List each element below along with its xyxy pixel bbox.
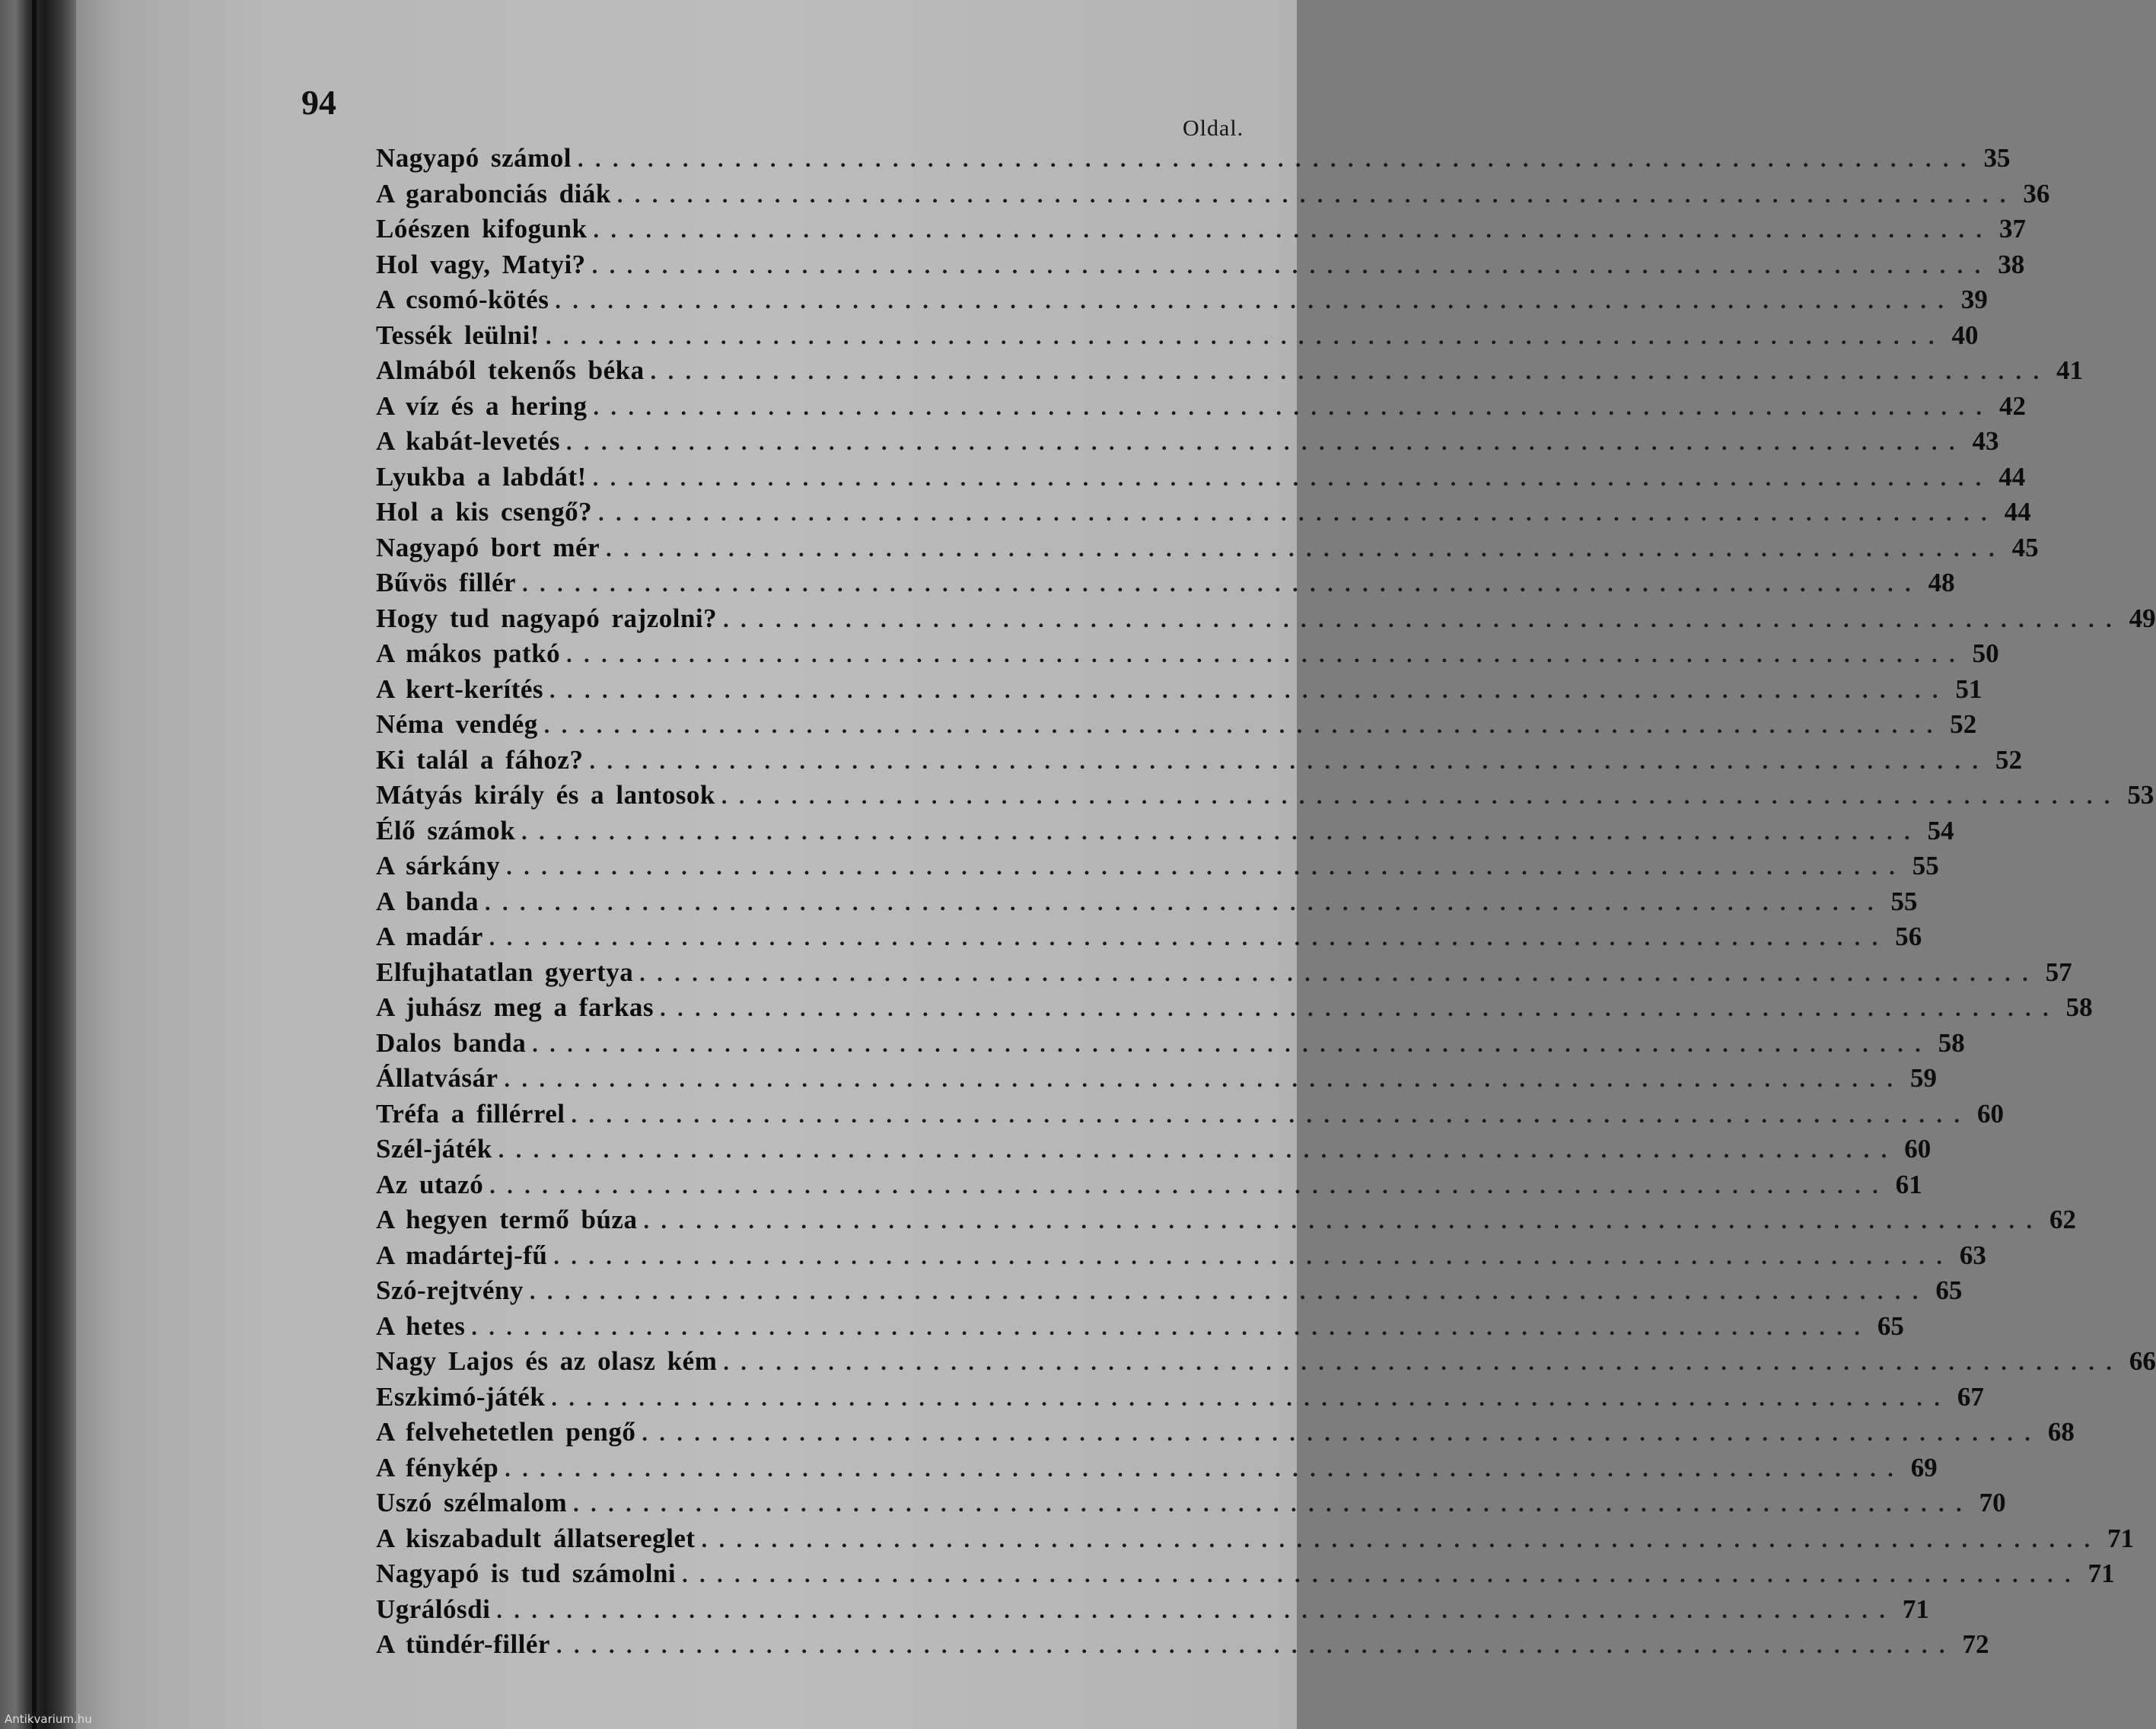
dot-leader: . . . . . . . . . . . . . . . . . . . . . . . . . . . . . . . . . . . . . . . . . . . . . . . . . . . . . . . . . . . . . . . . . . . . . . . . . . . . . . . . [471, 1314, 1863, 1340]
toc-entry [376, 1026, 1965, 1062]
toc-entry [376, 707, 1977, 743]
toc-entry-page: 71 [1902, 1594, 1929, 1624]
dot-leader: . . . . . . . . . . . . . . . . . . . . . . . . . . . . . . . . . . . . . . . . . . . . . . . . . . . . . . . . . . . . . . . . . . . . . . . . . . . . . . . . [578, 147, 1970, 172]
toc-entry-title: A hegyen termő búza [376, 1205, 638, 1234]
toc-entry-page: 52 [1995, 744, 2022, 775]
toc-entry [376, 778, 2154, 814]
dot-leader: . . . . . . . . . . . . . . . . . . . . . . . . . . . . . . . . . . . . . . . . . . . . . . . . . . . . . . . . . . . . . . . . . . . . . . . . . . . . . . . . [532, 1031, 1924, 1057]
toc-entry [376, 565, 1955, 601]
toc-entry [376, 1450, 1938, 1486]
toc-entry-title: A sárkány [376, 851, 501, 880]
toc-entry-title: Állatvásár [376, 1063, 498, 1093]
toc-entry [376, 743, 2022, 779]
dot-leader: . . . . . . . . . . . . . . . . . . . . . . . . . . . . . . . . . . . . . . . . . . . . . . . . . . . . . . . . . . . . . . . . . . . . . . . . . . . . . . . . [489, 925, 1881, 950]
dot-leader: . . . . . . . . . . . . . . . . . . . . . . . . . . . . . . . . . . . . . . . . . . . . . . . . . . . . . . . . . . . . . . . . . . . . . . . . . . . . . . . . [496, 1597, 1888, 1623]
toc-entry [376, 1238, 1986, 1274]
toc-entry-page: 58 [2065, 992, 2093, 1022]
dot-leader: . . . . . . . . . . . . . . . . . . . . . . . . . . . . . . . . . . . . . . . . . . . . . . . . . . . . . . . . . . . . . . . . . . . . . . . . . . . . . . . . [650, 359, 2043, 384]
toc-entry-title: A kert-kerítés [376, 673, 544, 704]
toc-entry-page: 36 [2023, 178, 2050, 209]
toc-entry-page: 70 [1979, 1488, 2006, 1517]
toc-entry [376, 1309, 1904, 1345]
toc-entry-title: Az utazó [376, 1169, 484, 1199]
toc-entry-title: Nagy Lajos és az olasz kém [376, 1346, 718, 1376]
toc-entry [376, 530, 2039, 566]
toc-entry [376, 1132, 1931, 1167]
dot-leader: . . . . . . . . . . . . . . . . . . . . . . . . . . . . . . . . . . . . . . . . . . . . . . . . . . . . . . . . . . . . . . . . . . . . . . . . . . . . . . . . [545, 323, 1938, 349]
dot-leader: . . . . . . . . . . . . . . . . . . . . . . . . . . . . . . . . . . . . . . . . . . . . . . . . . . . . . . . . . . . . . . . . . . . . . . . . . . . . . . . . [565, 430, 1958, 455]
toc-entry-title: Néma vendég [376, 709, 538, 739]
dot-leader: . . . . . . . . . . . . . . . . . . . . . . . . . . . . . . . . . . . . . . . . . . . . . . . . . . . . . . . . . . . . . . . . . . . . . . . . . . . . . . . . [591, 253, 1984, 279]
dot-leader: . . . . . . . . . . . . . . . . . . . . . . . . . . . . . . . . . . . . . . . . . . . . . . . . . . . . . . . . . . . . . . . . . . . . . . . . . . . . . . . . [555, 288, 1947, 314]
toc-entry-title: Szó-rejtvény [376, 1275, 524, 1305]
toc-entry-title: Ki talál a fához? [376, 744, 584, 775]
toc-entry-page: 67 [1957, 1381, 1984, 1412]
toc-entry-title: A kiszabadult állatsereglet [376, 1523, 696, 1553]
dot-leader: . . . . . . . . . . . . . . . . . . . . . . . . . . . . . . . . . . . . . . . . . . . . . . . . . . . . . . . . . . . . . . . . . . . . . . . . . . . . . . . . [606, 536, 1998, 562]
toc-entry-page: 58 [1938, 1027, 1965, 1058]
toc-entry-page: 71 [2107, 1523, 2135, 1553]
dot-leader: . . . . . . . . . . . . . . . . . . . . . . . . . . . . . . . . . . . . . . . . . . . . . . . . . . . . . . . . . . . . . . . . . . . . . . . . . . . . . . . . [506, 855, 1898, 880]
toc-entry-title: Almából tekenős béka [376, 355, 645, 385]
toc-entry-page: 71 [2088, 1559, 2115, 1588]
toc-entry [376, 672, 1982, 708]
toc-entry-page: 37 [1999, 214, 2027, 244]
toc-entry-title: Lyukba a labdát! [376, 461, 587, 492]
toc-entry [376, 1344, 2156, 1380]
toc-entry-title: Hol vagy, Matyi? [376, 249, 586, 279]
page-number: 94 [301, 83, 336, 122]
toc-entry-page: 61 [1895, 1169, 1922, 1199]
toc-entry-title: A csomó-kötés [376, 285, 549, 314]
toc-entry-page: 55 [1890, 886, 1918, 916]
toc-entry-page: 56 [1895, 922, 1922, 951]
toc-entry [376, 389, 2026, 425]
toc-entry [376, 424, 1999, 460]
toc-entry [376, 212, 2027, 247]
dot-leader: . . . . . . . . . . . . . . . . . . . . . . . . . . . . . . . . . . . . . . . . . . . . . . . . . . . . . . . . . . . . . . . . . . . . . . . . . . . . . . . . [485, 890, 1877, 915]
toc-entry [376, 1485, 2006, 1521]
toc-entry-page: 69 [1910, 1452, 1938, 1482]
toc-entry [376, 955, 2072, 991]
dot-leader: . . . . . . . . . . . . . . . . . . . . . . . . . . . . . . . . . . . . . . . . . . . . . . . . . . . . . . . . . . . . . . . . . . . . . . . . . . . . . . . . [616, 182, 2009, 208]
dot-leader: . . . . . . . . . . . . . . . . . . . . . . . . . . . . . . . . . . . . . . . . . . . . . . . . . . . . . . . . . . . . . . . . . . . . . . . . . . . . . . . . [598, 501, 1990, 526]
toc-entry [376, 1592, 1929, 1628]
toc-entry-title: A fénykép [376, 1452, 499, 1482]
dot-leader: . . . . . . . . . . . . . . . . . . . . . . . . . . . . . . . . . . . . . . . . . . . . . . . . . . . . . . . . . . . . . . . . . . . . . . . . . . . . . . . . [498, 1138, 1890, 1163]
toc-entry-title: Hogy tud nagyapó rajzolni? [376, 603, 718, 633]
toc-entry [376, 1556, 2115, 1592]
toc-entry [376, 849, 1939, 884]
dot-leader: . . . . . . . . . . . . . . . . . . . . . . . . . . . . . . . . . . . . . . . . . . . . . . . . . . . . . . . . . . . . . . . . . . . . . . . . . . . . . . . . [571, 1102, 1963, 1128]
toc-entry-page: 54 [1927, 815, 1954, 845]
toc-entry-page: 44 [2004, 497, 2031, 527]
toc-entry [376, 282, 1988, 318]
toc-entry-page: 49 [2129, 603, 2156, 633]
toc-entry-title: A madár [376, 922, 483, 951]
toc-entry-page: 52 [1950, 709, 1977, 739]
toc-entry [376, 247, 2025, 283]
toc-entry [376, 1627, 1989, 1663]
dot-leader: . . . . . . . . . . . . . . . . . . . . . . . . . . . . . . . . . . . . . . . . . . . . . . . . . . . . . . . . . . . . . . . . . . . . . . . . . . . . . . . . [589, 748, 1981, 774]
dot-leader: . . . . . . . . . . . . . . . . . . . . . . . . . . . . . . . . . . . . . . . . . . . . . . . . . . . . . . . . . . . . . . . . . . . . . . . . . . . . . . . . [660, 996, 2052, 1021]
book-spine [0, 0, 84, 1729]
toc-entry-page: 40 [1951, 320, 1979, 350]
toc-entry-title: A mákos patkó [376, 638, 561, 668]
table-of-contents [376, 141, 2156, 1663]
toc-entry-title: Elfujhatatlan gyertya [376, 957, 634, 987]
toc-entry-page: 57 [2045, 957, 2072, 987]
toc-entry [376, 1521, 2135, 1557]
dot-leader: . . . . . . . . . . . . . . . . . . . . . . . . . . . . . . . . . . . . . . . . . . . . . . . . . . . . . . . . . . . . . . . . . . . . . . . . . . . . . . . . [566, 642, 1958, 667]
dot-leader: . . . . . . . . . . . . . . . . . . . . . . . . . . . . . . . . . . . . . . . . . . . . . . . . . . . . . . . . . . . . . . . . . . . . . . . . . . . . . . . . [543, 713, 1936, 738]
toc-entry [376, 1380, 1984, 1415]
toc-entry [376, 884, 1918, 920]
toc-entry [376, 318, 1979, 354]
dot-leader: . . . . . . . . . . . . . . . . . . . . . . . . . . . . . . . . . . . . . . . . . . . . . . . . . . . . . . . . . . . . . . . . . . . . . . . . . . . . . . . . [529, 1279, 1922, 1304]
dot-leader: . . . . . . . . . . . . . . . . . . . . . . . . . . . . . . . . . . . . . . . . . . . . . . . . . . . . . . . . . . . . . . . . . . . . . . . . . . . . . . . . [505, 1456, 1896, 1482]
toc-entry [376, 1273, 1963, 1309]
dot-leader: . . . . . . . . . . . . . . . . . . . . . . . . . . . . . . . . . . . . . . . . . . . . . . . . . . . . . . . . . . . . . . . . . . . . . . . . . . . . . . . . [556, 1633, 1948, 1658]
dot-leader: . . . . . . . . . . . . . . . . . . . . . . . . . . . . . . . . . . . . . . . . . . . . . . . . . . . . . . . . . . . . . . . . . . . . . . . . . . . . . . . . [643, 1208, 2035, 1234]
toc-entry-title: A víz és a hering [376, 390, 588, 421]
binding-edge [32, 0, 37, 1729]
dot-leader: . . . . . . . . . . . . . . . . . . . . . . . . . . . . . . . . . . . . . . . . . . . . . . . . . . . . . . . . . . . . . . . . . . . . . . . . . . . . . . . . [592, 465, 1985, 491]
toc-entry-title: Nagyapó számol [376, 143, 572, 173]
dot-leader: . . . . . . . . . . . . . . . . . . . . . . . . . . . . . . . . . . . . . . . . . . . . . . . . . . . . . . . . . . . . . . . . . . . . . . . . . . . . . . . . [721, 784, 2113, 809]
dot-leader: . . . . . . . . . . . . . . . . . . . . . . . . . . . . . . . . . . . . . . . . . . . . . . . . . . . . . . . . . . . . . . . . . . . . . . . . . . . . . . . . [553, 1243, 1945, 1269]
toc-entry-page: 48 [1928, 568, 1955, 597]
toc-entry-page: 50 [1972, 638, 1999, 668]
toc-entry-page: 55 [1912, 851, 1939, 880]
toc-entry [376, 460, 2026, 495]
toc-entry-title: A kabát-levetés [376, 426, 560, 456]
toc-entry-page: 42 [1998, 390, 2026, 421]
toc-entry-page: 45 [2011, 532, 2039, 562]
toc-entry-title: Tréfa a fillérrel [376, 1098, 565, 1129]
toc-entry-title: A banda [376, 886, 479, 916]
toc-entry-page: 60 [1977, 1098, 2005, 1129]
dot-leader: . . . . . . . . . . . . . . . . . . . . . . . . . . . . . . . . . . . . . . . . . . . . . . . . . . . . . . . . . . . . . . . . . . . . . . . . . . . . . . . . [504, 1067, 1896, 1092]
toc-entry [376, 177, 2050, 212]
toc-entry [376, 1167, 1922, 1203]
toc-entry-page: 59 [1910, 1063, 1938, 1093]
toc-entry-page: 65 [1877, 1310, 1904, 1341]
toc-entry-title: Ugrálósdi [376, 1594, 491, 1624]
toc-entry-title: A madártej-fű [376, 1240, 548, 1270]
toc-entry [376, 1415, 2075, 1450]
dot-leader: . . . . . . . . . . . . . . . . . . . . . . . . . . . . . . . . . . . . . . . . . . . . . . . . . . . . . . . . . . . . . . . . . . . . . . . . . . . . . . . . [723, 1350, 2115, 1375]
toc-entry-page: 43 [1972, 426, 1999, 456]
dot-leader: . . . . . . . . . . . . . . . . . . . . . . . . . . . . . . . . . . . . . . . . . . . . . . . . . . . . . . . . . . . . . . . . . . . . . . . . . . . . . . . . [489, 1173, 1881, 1199]
toc-entry [376, 814, 1954, 849]
dot-leader: . . . . . . . . . . . . . . . . . . . . . . . . . . . . . . . . . . . . . . . . . . . . . . . . . . . . . . . . . . . . . . . . . . . . . . . . . . . . . . . . [593, 394, 1985, 420]
toc-entry-title: Szél-játék [376, 1134, 492, 1164]
dot-leader: . . . . . . . . . . . . . . . . . . . . . . . . . . . . . . . . . . . . . . . . . . . . . . . . . . . . . . . . . . . . . . . . . . . . . . . . . . . . . . . . [521, 819, 1913, 845]
toc-entry-page: 66 [2129, 1346, 2156, 1376]
dot-leader: . . . . . . . . . . . . . . . . . . . . . . . . . . . . . . . . . . . . . . . . . . . . . . . . . . . . . . . . . . . . . . . . . . . . . . . . . . . . . . . . [522, 572, 1914, 597]
toc-entry-title: Uszó szélmalom [376, 1488, 568, 1517]
toc-entry-page: 68 [2047, 1417, 2075, 1447]
dot-leader: . . . . . . . . . . . . . . . . . . . . . . . . . . . . . . . . . . . . . . . . . . . . . . . . . . . . . . . . . . . . . . . . . . . . . . . . . . . . . . . . [723, 607, 2115, 632]
toc-entry-title: Dalos banda [376, 1027, 527, 1058]
toc-entry-page: 41 [2056, 355, 2084, 385]
toc-entry-title: Mátyás király és a lantosok [376, 780, 715, 810]
toc-entry-title: A hetes [376, 1310, 466, 1341]
toc-entry-title: A juhász meg a farkas [376, 992, 654, 1022]
dot-leader: . . . . . . . . . . . . . . . . . . . . . . . . . . . . . . . . . . . . . . . . . . . . . . . . . . . . . . . . . . . . . . . . . . . . . . . . . . . . . . . . [639, 960, 2031, 986]
watermark: Antikvarium.hu [5, 1712, 92, 1726]
dot-leader: . . . . . . . . . . . . . . . . . . . . . . . . . . . . . . . . . . . . . . . . . . . . . . . . . . . . . . . . . . . . . . . . . . . . . . . . . . . . . . . . [701, 1527, 2094, 1552]
toc-entry [376, 1061, 1938, 1097]
toc-entry-title: Nagyapó is tud számolni [376, 1559, 677, 1588]
toc-entry-page: 62 [2049, 1205, 2076, 1234]
toc-entry [376, 141, 2011, 177]
toc-entry-page: 38 [1998, 249, 2025, 279]
toc-entry [376, 1097, 2005, 1132]
toc-entry [376, 495, 2031, 530]
toc-entry [376, 601, 2156, 637]
toc-entry-title: A garabonciás diák [376, 178, 611, 209]
dot-leader: . . . . . . . . . . . . . . . . . . . . . . . . . . . . . . . . . . . . . . . . . . . . . . . . . . . . . . . . . . . . . . . . . . . . . . . . . . . . . . . . [573, 1492, 1965, 1517]
toc-entry [376, 919, 1922, 955]
toc-entry-title: Nagyapó bort mér [376, 532, 600, 562]
toc-entry-title: A tündér-fillér [376, 1629, 550, 1659]
toc-entry-page: 63 [1959, 1240, 1986, 1270]
toc-entry-page: 51 [1955, 673, 1982, 704]
toc-entry [376, 990, 2093, 1026]
toc-entry-title: Lóészen kifogunk [376, 214, 588, 244]
dot-leader: . . . . . . . . . . . . . . . . . . . . . . . . . . . . . . . . . . . . . . . . . . . . . . . . . . . . . . . . . . . . . . . . . . . . . . . . . . . . . . . . [642, 1421, 2033, 1446]
toc-entry-page: 60 [1904, 1134, 1931, 1164]
toc-entry-title: Élő számok [376, 815, 516, 845]
toc-entry-title: Tessék leülni! [376, 320, 540, 350]
dot-leader: . . . . . . . . . . . . . . . . . . . . . . . . . . . . . . . . . . . . . . . . . . . . . . . . . . . . . . . . . . . . . . . . . . . . . . . . . . . . . . . . [549, 677, 1941, 703]
toc-entry [376, 636, 1999, 672]
toc-entry [376, 1202, 2076, 1238]
toc-entry-title: A felvehetetlen pengő [376, 1417, 636, 1447]
dot-leader: . . . . . . . . . . . . . . . . . . . . . . . . . . . . . . . . . . . . . . . . . . . . . . . . . . . . . . . . . . . . . . . . . . . . . . . . . . . . . . . . [682, 1562, 2074, 1587]
toc-entry [376, 353, 2084, 389]
toc-entry-page: 44 [1998, 461, 2026, 492]
toc-entry-title: Bűvös fillér [376, 568, 517, 597]
toc-entry-page: 65 [1935, 1275, 1963, 1305]
toc-entry-title: Hol a kis csengő? [376, 497, 593, 527]
dot-leader: . . . . . . . . . . . . . . . . . . . . . . . . . . . . . . . . . . . . . . . . . . . . . . . . . . . . . . . . . . . . . . . . . . . . . . . . . . . . . . . . [551, 1385, 1943, 1411]
toc-entry-page: 35 [1983, 143, 2011, 173]
toc-entry-title: Eszkimó-játék [376, 1381, 546, 1412]
toc-entry-page: 72 [1962, 1629, 1989, 1659]
dot-leader: . . . . . . . . . . . . . . . . . . . . . . . . . . . . . . . . . . . . . . . . . . . . . . . . . . . . . . . . . . . . . . . . . . . . . . . . . . . . . . . . [593, 218, 1986, 243]
page-column-header: Oldal. [1183, 116, 1244, 141]
toc-entry-page: 39 [1960, 285, 1988, 314]
toc-entry-page: 53 [2127, 780, 2154, 810]
